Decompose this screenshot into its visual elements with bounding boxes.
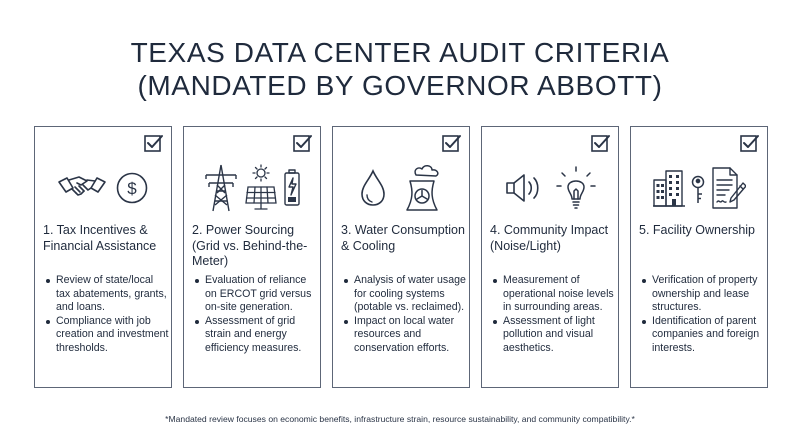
list-item: Verification of property ownership and lease structures. <box>639 274 765 315</box>
svg-text:$: $ <box>127 179 137 198</box>
card-power-sourcing <box>183 126 321 388</box>
list-item: Impact on local water resources and conservation efforts. <box>341 315 467 356</box>
handshake-icon <box>57 170 107 206</box>
title-line-1: TEXAS DATA CENTER AUDIT CRITERIA <box>130 37 670 68</box>
card-community-impact <box>481 126 619 388</box>
checkbox-checked-icon <box>740 134 760 154</box>
card-icons <box>482 161 618 215</box>
list-item: Measurement of operational noise levels in surrounding areas. <box>490 274 616 315</box>
checkbox-checked-icon <box>591 134 611 154</box>
list-item: Assessment of light pollution and visual aesthetics. <box>490 315 616 356</box>
card-title: 3. Water Consumption & Cooling <box>341 223 465 253</box>
solar-panel-icon <box>245 163 277 213</box>
card-title: 2. Power Sourcing (Grid vs. Behind-the-Meter) <box>192 223 308 268</box>
dollar-coin-icon <box>115 171 149 205</box>
card-facility-ownership <box>630 126 768 388</box>
document-icon <box>710 166 746 210</box>
key-icon <box>689 170 707 206</box>
footnote: *Mandated review focuses on economic benefits, infrastructure strain, resource sustainability, and community compatibility.* <box>165 414 635 424</box>
criteria-cards <box>34 126 768 388</box>
checkbox-checked-icon <box>442 134 462 154</box>
bullet-list <box>639 274 765 356</box>
cooling-tower-icon <box>400 163 444 213</box>
card-tax-incentives <box>34 126 172 388</box>
card-icons <box>631 161 767 215</box>
light-bulb-icon <box>556 165 596 211</box>
bullet-list <box>490 274 616 356</box>
building-icon <box>652 168 686 208</box>
water-drop-icon <box>358 168 388 208</box>
checkbox-checked-icon <box>144 134 164 154</box>
page-title <box>0 36 800 102</box>
card-icons <box>184 161 320 215</box>
list-item: Identification of parent companies and foreign interests. <box>639 315 765 356</box>
checkbox-checked-icon <box>293 134 313 154</box>
list-item: Compliance with job creation and investment thresholds. <box>43 315 169 356</box>
card-icons <box>333 161 469 215</box>
list-item: Review of state/local tax abatements, grants, and loans. <box>43 274 169 315</box>
battery-icon <box>283 168 301 208</box>
list-item: Analysis of water usage for cooling systems (potable vs. reclaimed). <box>341 274 467 315</box>
card-icons <box>35 161 171 215</box>
card-title: 5. Facility Ownership <box>639 223 756 237</box>
title-line-2: (MANDATED BY GOVERNOR ABBOTT) <box>137 70 663 101</box>
card-title: 4. Community Impact (Noise/Light) <box>490 223 609 253</box>
list-item: Evaluation of reliance on ERCOT grid versus on-site generation. <box>192 274 318 315</box>
card-title: 1. Tax Incentives & Financial Assistance <box>43 223 157 253</box>
card-water-consumption <box>332 126 470 388</box>
bullet-list <box>43 274 169 356</box>
bullet-list <box>192 274 318 356</box>
speaker-icon <box>504 171 546 205</box>
list-item: Assessment of grid strain and energy efficiency measures. <box>192 315 318 356</box>
transmission-tower-icon <box>203 163 239 213</box>
bullet-list <box>341 274 467 356</box>
